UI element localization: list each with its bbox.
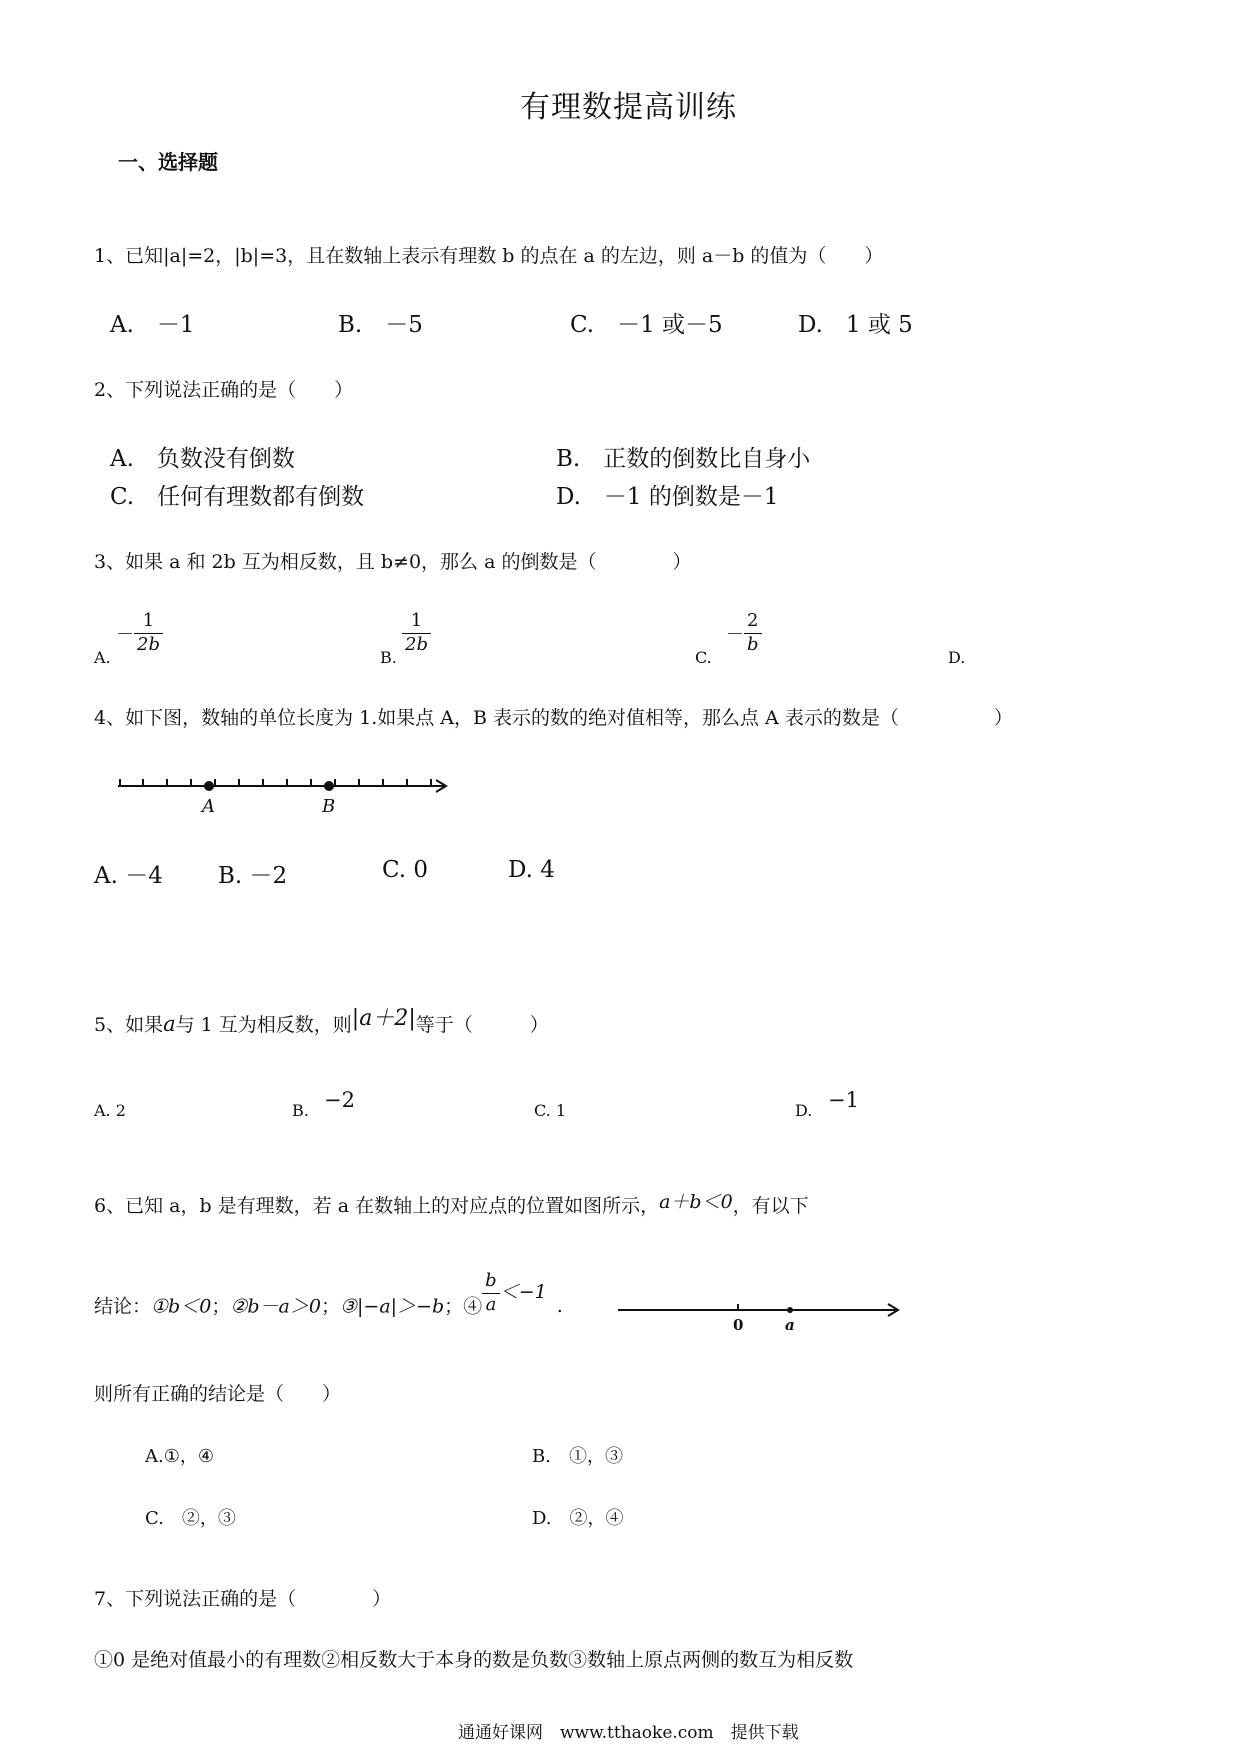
q4-option-d: D. 4	[508, 857, 555, 883]
q3-a-sign: －	[116, 624, 134, 646]
q3-a-den: 2b	[134, 633, 163, 655]
point-b-label: B	[322, 796, 336, 817]
q4-option-b: B. －2	[218, 863, 288, 889]
page-title: 有理数提高训练	[520, 90, 737, 125]
q6-c2: ②b－a＞0	[230, 1295, 321, 1318]
q6-c1: ①b＜0	[151, 1295, 212, 1318]
q5-option-a: A. 2	[94, 1101, 126, 1120]
q6-c4-post: ＜−1	[499, 1281, 547, 1304]
question-4-stem: 4、如下图，数轴的单位长度为 1.如果点 A，B 表示的数的绝对值相等，那么点 A 表示的数是（ ）	[94, 707, 1013, 729]
q3-label-a: A.	[94, 648, 111, 667]
q3-b-frac	[402, 612, 431, 655]
q3-label-b: B.	[380, 648, 397, 667]
q6-stem-post: ，有以下	[732, 1195, 809, 1217]
q6-sep-2: ；	[320, 1295, 340, 1318]
question-5-stem	[94, 1007, 549, 1038]
q6-c4-frac	[482, 1272, 500, 1315]
q6-stem-pre: 6、已知 a，b 是有理数，若 a 在数轴上的对应点的位置如图所示，	[94, 1195, 660, 1217]
q3-label-c: C.	[695, 648, 712, 667]
q4-option-c: C. 0	[382, 857, 429, 883]
q4-number-line	[110, 762, 455, 822]
q5-option-d-label: D.	[795, 1101, 813, 1120]
q5-option-b-value: −2	[324, 1088, 355, 1112]
question-1-stem: 1、已知|a|=2，|b|=3，且在数轴上表示有理数 b 的点在 a 的左边，则 a－b 的值为（ ）	[94, 245, 884, 267]
question-7-stem: 7、下列说法正确的是（ ）	[94, 1588, 392, 1610]
axis-point-a	[787, 1307, 793, 1313]
q4-option-a: A. －4	[94, 863, 163, 889]
axis-zero-label: 0	[733, 1316, 744, 1334]
q6-c3: ③|−a|＞−b	[339, 1295, 445, 1318]
question-3-stem: 3、如果 a 和 2b 互为相反数，且 b≠0，那么 a 的倒数是（ ）	[94, 551, 692, 573]
point-a-label: A	[202, 796, 215, 817]
q6-option-b: B. ①，③	[532, 1446, 623, 1467]
q5-expr: |a＋2|	[351, 1006, 416, 1031]
question-6-stem	[94, 1191, 809, 1218]
q5-stem-post: 等于（ ）	[415, 1014, 549, 1036]
q5-var: a	[163, 1012, 176, 1036]
q3-c-den: b	[744, 633, 762, 655]
q5-stem-pre: 5、如果	[94, 1014, 164, 1036]
q5-stem-mid: 与 1 互为相反数，则	[175, 1014, 352, 1036]
q6-c4-pre: ④	[463, 1295, 483, 1318]
q2-option-c: C. 任何有理数都有倒数	[110, 484, 365, 510]
question-2-stem: 2、下列说法正确的是（ ）	[94, 379, 354, 401]
q6-sep-3: ；	[444, 1295, 464, 1318]
section-heading: 一、选择题	[118, 150, 218, 174]
q3-option-b-fraction	[402, 612, 431, 655]
q6-option-c: C. ②，③	[145, 1508, 236, 1529]
q3-option-c-fraction	[726, 612, 762, 655]
q3-option-a-fraction	[116, 612, 163, 655]
point-b-dot	[324, 781, 334, 791]
q1-option-d: D. 1 或 5	[798, 312, 913, 338]
q6-ask: 则所有正确的结论是（ ）	[94, 1383, 342, 1405]
q5-option-b-label: B.	[292, 1101, 309, 1120]
q3-label-d: D.	[948, 648, 966, 667]
q6-option-a: A.①，④	[145, 1446, 214, 1467]
q2-option-d: D. －1 的倒数是－1	[556, 484, 779, 510]
q6-c4-den: a	[482, 1293, 500, 1315]
q3-a-frac	[134, 612, 163, 655]
axis-a-label: a	[785, 1316, 795, 1334]
q3-a-num: 1	[142, 610, 155, 631]
q2-option-a: A. 负数没有倒数	[110, 446, 295, 472]
q6-option-d: D. ②，④	[532, 1508, 624, 1529]
q3-b-num: 1	[410, 610, 423, 631]
q6-conclusion-label: 结论：	[94, 1295, 152, 1318]
q6-number-line	[616, 1298, 906, 1338]
q6-conclusions	[94, 1270, 563, 1329]
q2-option-b: B. 正数的倒数比自身小	[556, 446, 811, 472]
q3-c-num: 2	[747, 610, 759, 631]
q6-sep-1: ；	[211, 1295, 231, 1318]
q3-c-frac	[744, 612, 762, 655]
q1-option-a: A. －1	[110, 312, 195, 338]
q5-option-c: C. 1	[534, 1101, 567, 1120]
q6-condition: a＋b＜0	[659, 1191, 733, 1213]
q3-c-sign: －	[726, 624, 744, 646]
q3-b-den: 2b	[402, 633, 431, 655]
q1-option-b: B. －5	[338, 312, 423, 338]
page-footer: 通通好课网 www.tthaoke.com 提供下载	[458, 1723, 799, 1743]
q5-option-d-value: −1	[828, 1088, 859, 1112]
q6-period: .	[556, 1295, 563, 1318]
q6-c4-num: b	[485, 1270, 497, 1291]
q1-option-c: C. －1 或－5	[570, 312, 723, 338]
point-a-dot	[204, 781, 214, 791]
question-7-statements: ①0 是绝对值最小的有理数②相反数大于本身的数是负数③数轴上原点两侧的数互为相反数	[94, 1649, 854, 1671]
